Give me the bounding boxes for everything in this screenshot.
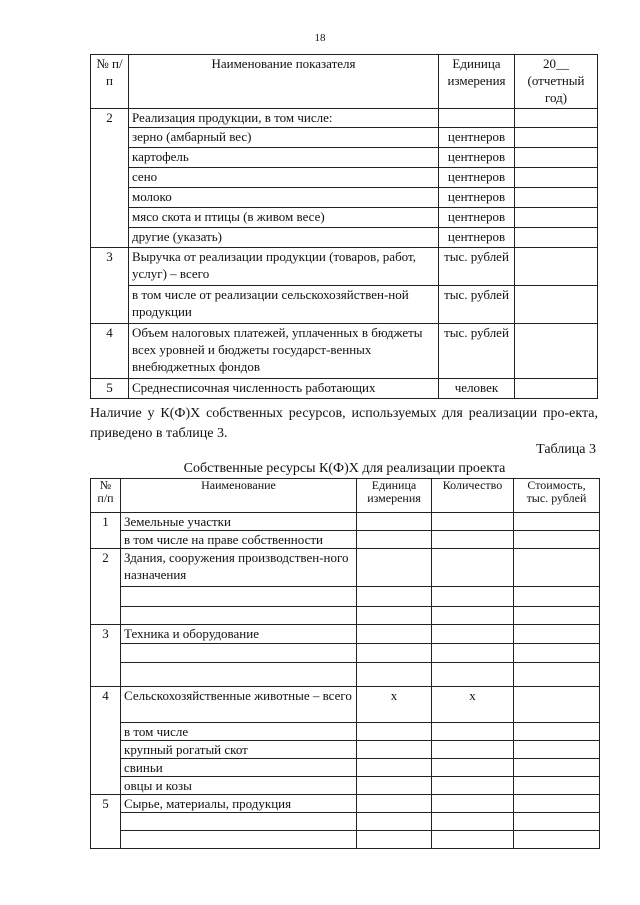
row-qty bbox=[432, 607, 514, 625]
row-num: 5 bbox=[91, 795, 121, 813]
row-num bbox=[91, 607, 121, 625]
row-value bbox=[515, 188, 598, 208]
row-cost bbox=[514, 741, 600, 759]
table-row bbox=[91, 531, 600, 549]
row-cost bbox=[514, 759, 600, 777]
row-unit bbox=[357, 644, 432, 663]
row-unit bbox=[357, 795, 432, 813]
row-name bbox=[121, 813, 357, 831]
row-name bbox=[121, 663, 357, 687]
header-qty: Количество bbox=[432, 479, 514, 513]
row-name: Среднесписочная численность работающих bbox=[129, 379, 439, 399]
header-unit: Единица измерения bbox=[439, 55, 515, 109]
row-value bbox=[515, 286, 598, 324]
row-unit bbox=[357, 759, 432, 777]
row-unit bbox=[357, 723, 432, 741]
row-name: Реализация продукции, в том числе: bbox=[129, 109, 439, 128]
row-cost bbox=[514, 831, 600, 849]
row-qty bbox=[432, 723, 514, 741]
row-num: 3 bbox=[91, 625, 121, 644]
row-value bbox=[515, 168, 598, 188]
row-name bbox=[121, 607, 357, 625]
row-unit bbox=[357, 625, 432, 644]
row-name: другие (указать) bbox=[129, 228, 439, 248]
row-unit bbox=[357, 607, 432, 625]
row-num: 5 bbox=[91, 379, 129, 399]
row-qty bbox=[432, 644, 514, 663]
table-row bbox=[91, 379, 598, 399]
row-unit: человек bbox=[439, 379, 515, 399]
row-name: сено bbox=[129, 168, 439, 188]
row-unit bbox=[357, 777, 432, 795]
row-unit: х bbox=[357, 687, 432, 723]
row-unit bbox=[357, 531, 432, 549]
table-row bbox=[91, 168, 598, 188]
row-unit bbox=[357, 813, 432, 831]
row-unit bbox=[357, 831, 432, 849]
table-row bbox=[91, 777, 600, 795]
row-name bbox=[121, 644, 357, 663]
row-name: картофель bbox=[129, 148, 439, 168]
row-num bbox=[91, 531, 121, 549]
row-num bbox=[91, 188, 129, 208]
row-value bbox=[515, 228, 598, 248]
row-unit: центнеров bbox=[439, 228, 515, 248]
table-row bbox=[91, 513, 600, 531]
row-cost bbox=[514, 625, 600, 644]
row-unit: тыс. рублей bbox=[439, 286, 515, 324]
row-qty bbox=[432, 513, 514, 531]
row-num bbox=[91, 777, 121, 795]
row-qty bbox=[432, 587, 514, 607]
table-row bbox=[91, 625, 600, 644]
header-name: Наименование bbox=[121, 479, 357, 513]
row-unit bbox=[357, 549, 432, 587]
table-row bbox=[91, 831, 600, 849]
table-row bbox=[91, 813, 600, 831]
row-name: в том числе bbox=[121, 723, 357, 741]
row-unit: центнеров bbox=[439, 168, 515, 188]
row-name bbox=[121, 587, 357, 607]
row-name: Техника и оборудование bbox=[121, 625, 357, 644]
row-cost bbox=[514, 549, 600, 587]
row-num bbox=[91, 128, 129, 148]
table-row bbox=[91, 109, 598, 128]
table-row bbox=[91, 587, 600, 607]
row-unit bbox=[357, 513, 432, 531]
row-name: Сырье, материалы, продукция bbox=[121, 795, 357, 813]
row-unit: центнеров bbox=[439, 208, 515, 228]
table-row bbox=[91, 687, 600, 723]
header-num: № п/п bbox=[91, 479, 121, 513]
row-unit bbox=[357, 663, 432, 687]
table-row bbox=[91, 663, 600, 687]
row-num bbox=[91, 741, 121, 759]
row-cost bbox=[514, 531, 600, 549]
row-qty bbox=[432, 531, 514, 549]
header-cost: Стоимость, тыс. рублей bbox=[514, 479, 600, 513]
row-qty bbox=[432, 741, 514, 759]
row-name: Объем налоговых платежей, уплаченных в бюджеты всех уровней и бюджеты государст-венных внебюджетных фондов bbox=[129, 324, 439, 379]
row-num bbox=[91, 228, 129, 248]
row-qty bbox=[432, 759, 514, 777]
row-num: 1 bbox=[91, 513, 121, 531]
row-num bbox=[91, 148, 129, 168]
row-name: Сельскохозяйственные животные – всего bbox=[121, 687, 357, 723]
row-value bbox=[515, 324, 598, 379]
row-unit: центнеров bbox=[439, 128, 515, 148]
row-num bbox=[91, 813, 121, 831]
row-name bbox=[121, 831, 357, 849]
row-name: в том числе на праве собственности bbox=[121, 531, 357, 549]
row-qty bbox=[432, 795, 514, 813]
row-num bbox=[91, 663, 121, 687]
row-cost bbox=[514, 644, 600, 663]
row-value bbox=[515, 109, 598, 128]
row-qty bbox=[432, 813, 514, 831]
table-label: Таблица 3 bbox=[536, 442, 596, 457]
table-row bbox=[91, 759, 600, 777]
table-row bbox=[91, 208, 598, 228]
row-value bbox=[515, 208, 598, 228]
table-row bbox=[91, 644, 600, 663]
row-num: 2 bbox=[91, 109, 129, 128]
row-name: Здания, сооружения производствен-ного назначения bbox=[121, 549, 357, 587]
row-num bbox=[91, 587, 121, 607]
row-unit bbox=[357, 741, 432, 759]
row-cost bbox=[514, 513, 600, 531]
row-unit: центнеров bbox=[439, 188, 515, 208]
row-num: 4 bbox=[91, 324, 129, 379]
table-row bbox=[91, 128, 598, 148]
row-name: мясо скота и птицы (в живом весе) bbox=[129, 208, 439, 228]
row-unit: центнеров bbox=[439, 148, 515, 168]
paragraph-text: Наличие у К(Ф)Х собственных ресурсов, используемых для реализации про-екта, приведено в таблице 3. bbox=[90, 406, 598, 441]
row-num bbox=[91, 644, 121, 663]
table-header-row bbox=[91, 479, 600, 513]
row-qty bbox=[432, 831, 514, 849]
row-unit: тыс. рублей bbox=[439, 248, 515, 286]
table-row bbox=[91, 741, 600, 759]
row-cost bbox=[514, 723, 600, 741]
row-num bbox=[91, 208, 129, 228]
row-name: молоко bbox=[129, 188, 439, 208]
table-row bbox=[91, 188, 598, 208]
header-year: 20__ (отчетный год) bbox=[515, 55, 598, 109]
table-row bbox=[91, 248, 598, 286]
resources-table bbox=[90, 478, 600, 849]
row-cost bbox=[514, 777, 600, 795]
row-num bbox=[91, 723, 121, 741]
table-header-row bbox=[91, 55, 598, 109]
row-value bbox=[515, 248, 598, 286]
row-cost bbox=[514, 795, 600, 813]
table-row bbox=[91, 228, 598, 248]
table-row bbox=[91, 148, 598, 168]
table-row bbox=[91, 723, 600, 741]
row-name: Земельные участки bbox=[121, 513, 357, 531]
row-qty bbox=[432, 549, 514, 587]
row-unit bbox=[357, 587, 432, 607]
row-name: крупный рогатый скот bbox=[121, 741, 357, 759]
row-value bbox=[515, 379, 598, 399]
table-row bbox=[91, 795, 600, 813]
row-cost bbox=[514, 663, 600, 687]
row-name: в том числе от реализации сельскохозяйствен-ной продукции bbox=[129, 286, 439, 324]
row-qty bbox=[432, 625, 514, 644]
row-value bbox=[515, 148, 598, 168]
row-qty bbox=[432, 663, 514, 687]
table-row bbox=[91, 324, 598, 379]
row-cost bbox=[514, 813, 600, 831]
table-row bbox=[91, 549, 600, 587]
row-cost bbox=[514, 687, 600, 723]
row-qty: х bbox=[432, 687, 514, 723]
indicators-table bbox=[90, 54, 598, 399]
table-row bbox=[91, 286, 598, 324]
page-number: 18 bbox=[314, 32, 326, 44]
header-unit: Единица измерения bbox=[357, 479, 432, 513]
table-row bbox=[91, 607, 600, 625]
row-num: 3 bbox=[91, 248, 129, 286]
row-cost bbox=[514, 587, 600, 607]
row-name: овцы и козы bbox=[121, 777, 357, 795]
table-title: Собственные ресурсы К(Ф)Х для реализации проекта bbox=[183, 461, 506, 476]
header-num: № п/п bbox=[91, 55, 129, 109]
row-num bbox=[91, 759, 121, 777]
header-name: Наименование показателя bbox=[129, 55, 439, 109]
row-num bbox=[91, 286, 129, 324]
row-value bbox=[515, 128, 598, 148]
row-qty bbox=[432, 777, 514, 795]
row-num: 4 bbox=[91, 687, 121, 723]
row-cost bbox=[514, 607, 600, 625]
row-unit bbox=[439, 109, 515, 128]
row-unit: тыс. рублей bbox=[439, 324, 515, 379]
row-num bbox=[91, 831, 121, 849]
row-name: свиньи bbox=[121, 759, 357, 777]
row-name: зерно (амбарный вес) bbox=[129, 128, 439, 148]
row-num bbox=[91, 168, 129, 188]
row-name: Выручка от реализации продукции (товаров, работ, услуг) – всего bbox=[129, 248, 439, 286]
row-num: 2 bbox=[91, 549, 121, 587]
